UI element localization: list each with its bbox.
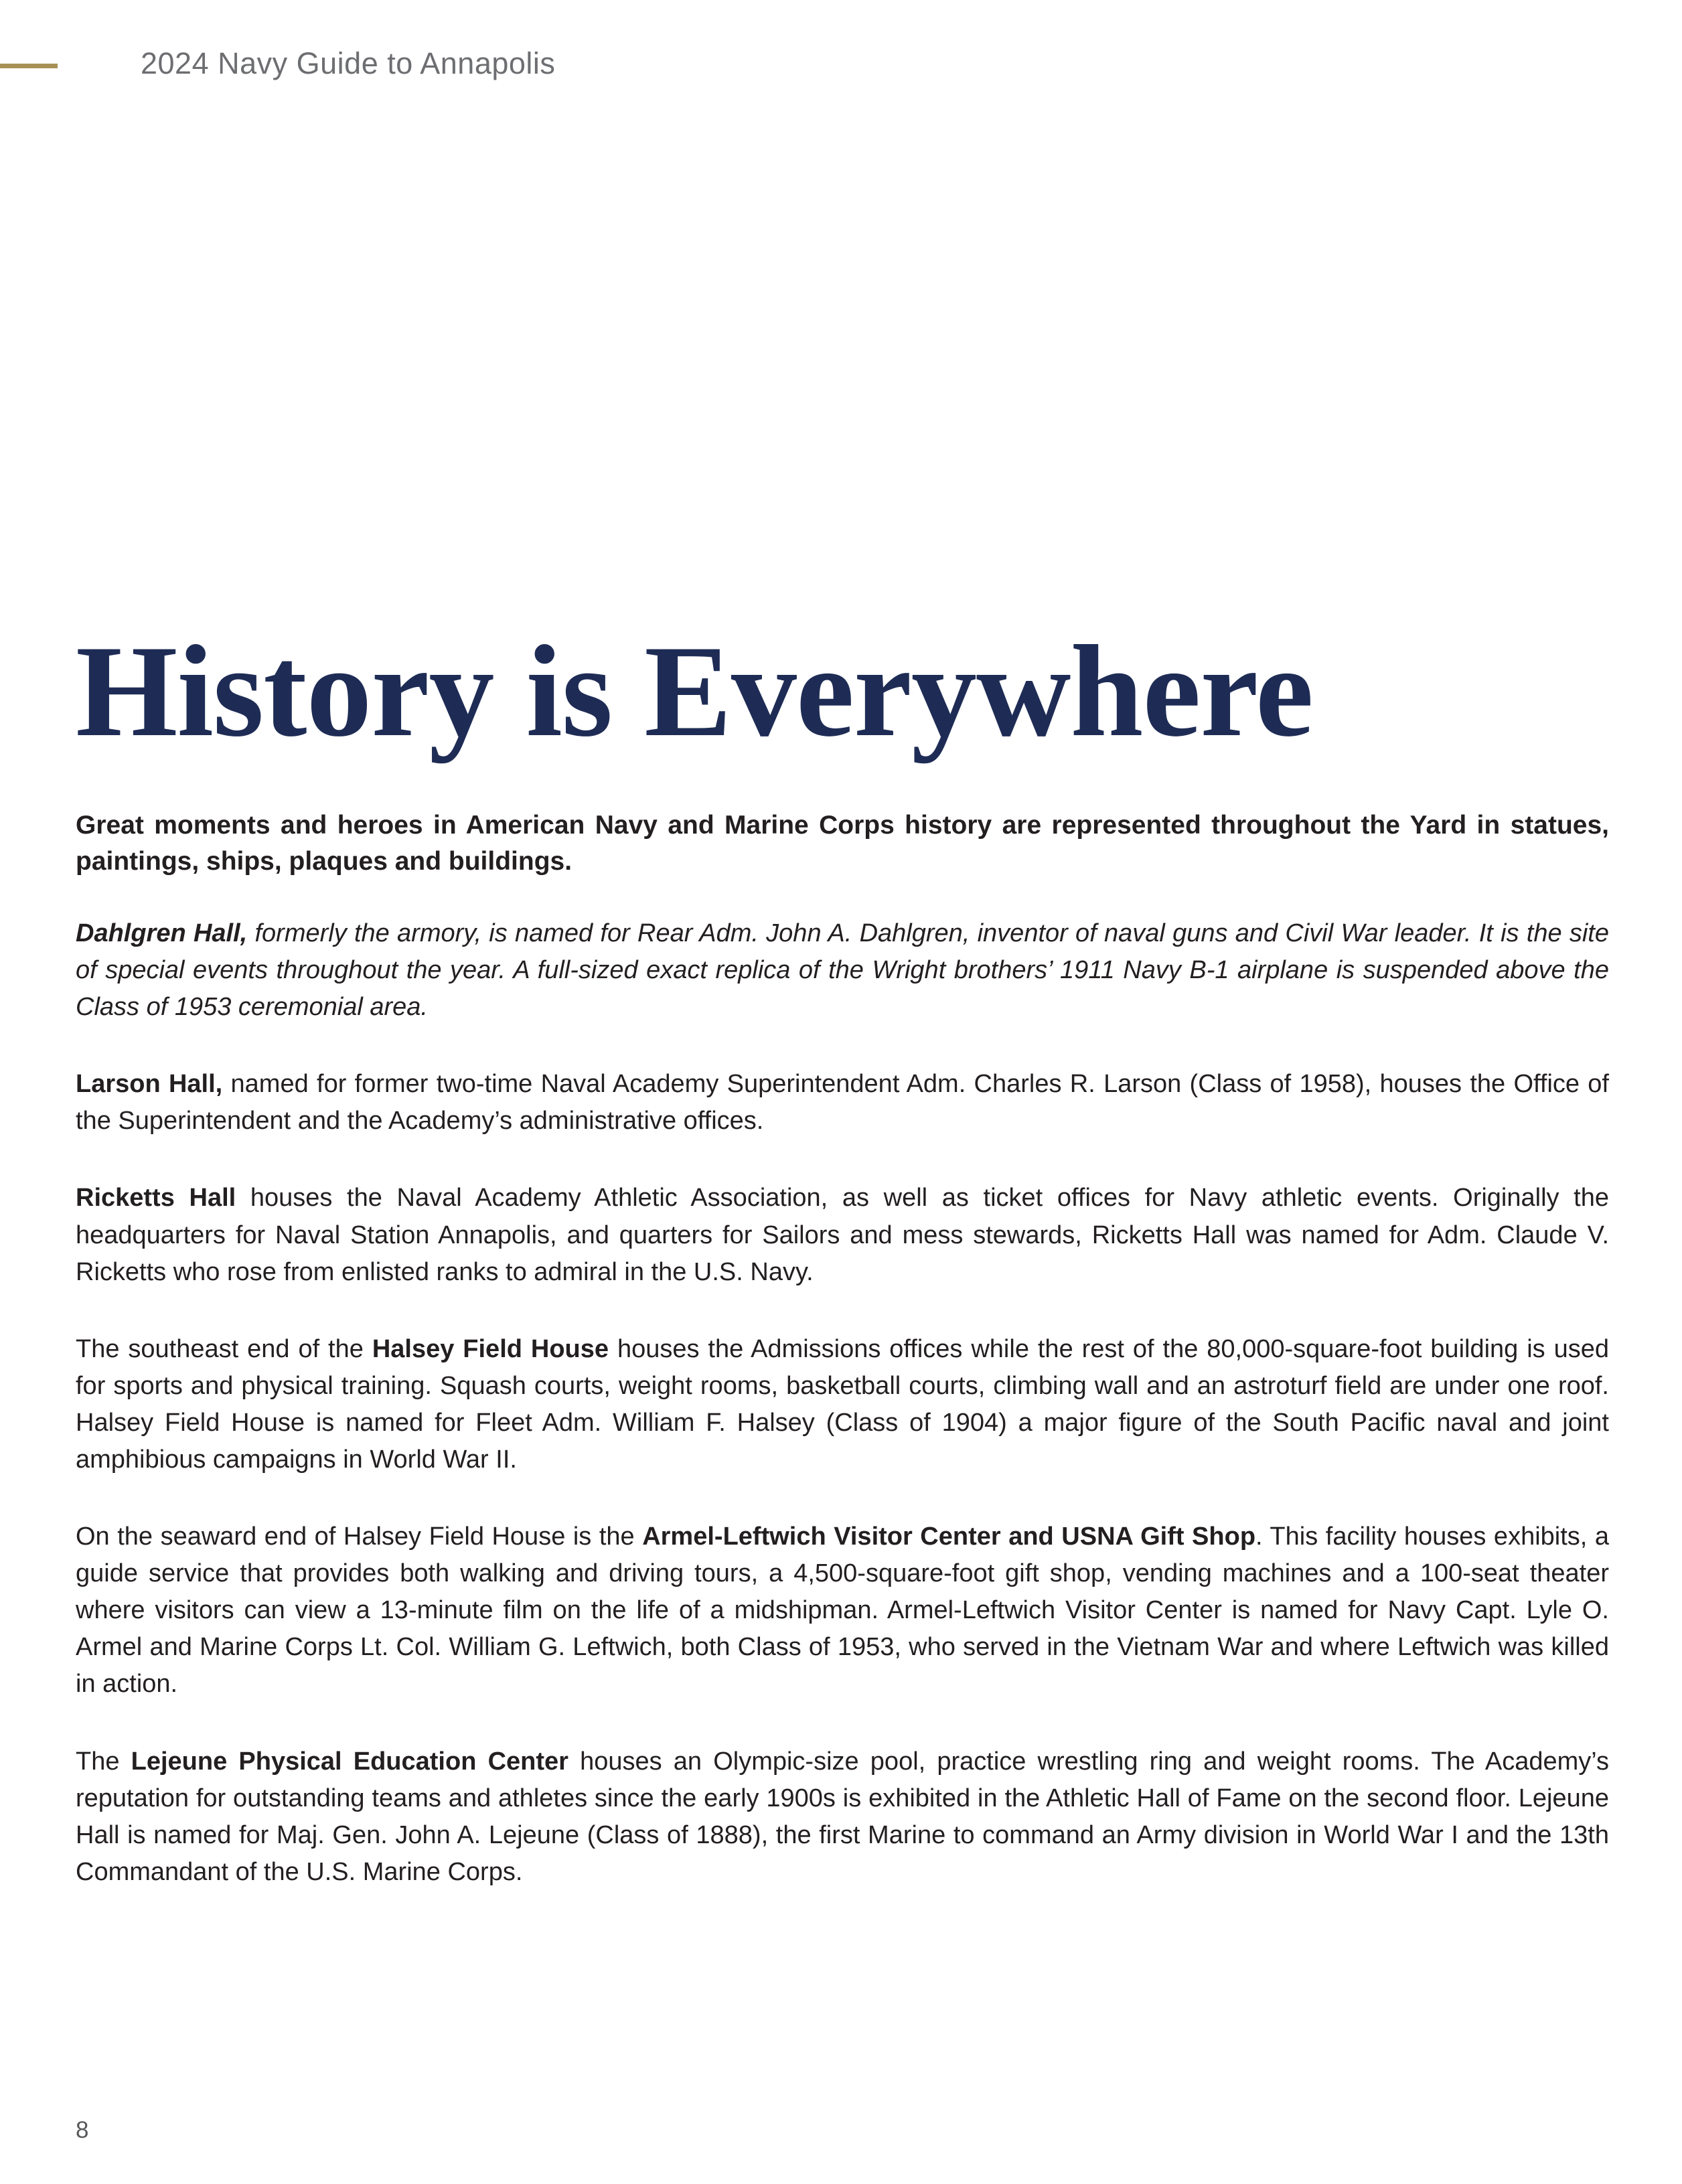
paragraph-lead: Ricketts Hall [76,1184,250,1213]
paragraph-halsey-field-house [76,1331,1609,1478]
building-name: Lejeune Physical Education Center [131,1747,568,1776]
paragraph-lead: Dahlgren Hall, [76,919,255,947]
paragraph-text: . This facility houses exhibits, a guide service that provides both walking and driving tours, a 4,500-square-foot gift shop, vending machines and a 100-seat theater where visitors can view a 13-minute film on the life of a midshipman. Armel-Leftwich Visitor Center is named for Navy Capt. Lyle O. Armel and Marine Corps Lt. Col. William G. Leftwich, both Class of 1953, who served in the Vietnam War and where Leftwich was killed in action. [76,1523,1609,1699]
paragraph-ricketts-hall [76,1180,1609,1290]
article-body [76,619,1610,1931]
paragraph-text: The [76,1747,131,1776]
page-number: 8 [76,2117,89,2143]
paragraph-text: formerly the armory, is named for Rear Adm. John A. Dahlgren, inventor of naval guns and Civil War leader. It is the site of special events throughout the year. A full-sized exact replica of the Wright brothers’ 1911 Navy B-1 airplane is suspended above the Class of 1953 ceremonial area. [76,919,1610,1022]
paragraph-text: named for former two-time Naval Academy Superintendent Adm. Charles R. Larson (Class of 1958), houses the Office of the Superintendent and the Academy’s administrative offices. [76,1070,1609,1136]
paragraph-text: On the seaward end of Halsey Field House is the [76,1523,643,1551]
paragraph-dahlgren-hall [76,915,1609,1026]
building-name: Halsey Field House [372,1334,609,1363]
intro-paragraph: Great moments and heroes in American Navy and Marine Corps history are represented throughout the Yard in statues, paintings, ships, plaques and buildings. [76,810,1609,876]
paragraph-armel-leftwich [76,1518,1609,1703]
paragraph-text: houses the Admissions offices while the rest of the 80,000-square-foot building is used for sports and physical training. Squash courts, weight rooms, basketball courts, climbing wall and an astroturf field are under one roof. Halsey Field House is named for Fleet Adm. William F. Halsey (Class of 1904) a major figure of the South Pacific naval and joint amphibious campaigns in World War II. [76,1334,1609,1474]
paragraph-lejeune-center [76,1743,1609,1891]
paragraph-text: houses an Olympic-size pool, practice wrestling ring and weight rooms. The Academy’s reputation for outstanding teams and athletes since the early 1900s is exhibited in the Athletic Hall of Fame on the second floor. Lejeune Hall is named for Maj. Gen. John A. Lejeune (Class of 1888), the first Marine to command an Army division in World War I and the 13th Commandant of the U.S. Marine Corps. [76,1747,1609,1886]
building-name: Armel-Leftwich Visitor Center and USNA Gift Shop [642,1523,1256,1551]
page-title: History is Everywhere [76,619,1313,764]
paragraph-lead: Larson Hall, [76,1070,231,1099]
paragraph-text: houses the Naval Academy Athletic Association, as well as ticket offices for Navy athletic events. Originally the headquarters for Naval Station Annapolis, and quarters for Sailors and mess stewards, Ricketts Hall was named for Adm. Claude V. Ricketts who rose from enlisted ranks to admiral in the U.S. Navy. [76,1184,1609,1286]
running-header: 2024 Navy Guide to Annapolis [141,46,556,80]
paragraph-text: The southeast end of the [76,1334,372,1363]
paragraph-larson-hall [76,1066,1609,1140]
gold-accent-rule [0,64,58,68]
